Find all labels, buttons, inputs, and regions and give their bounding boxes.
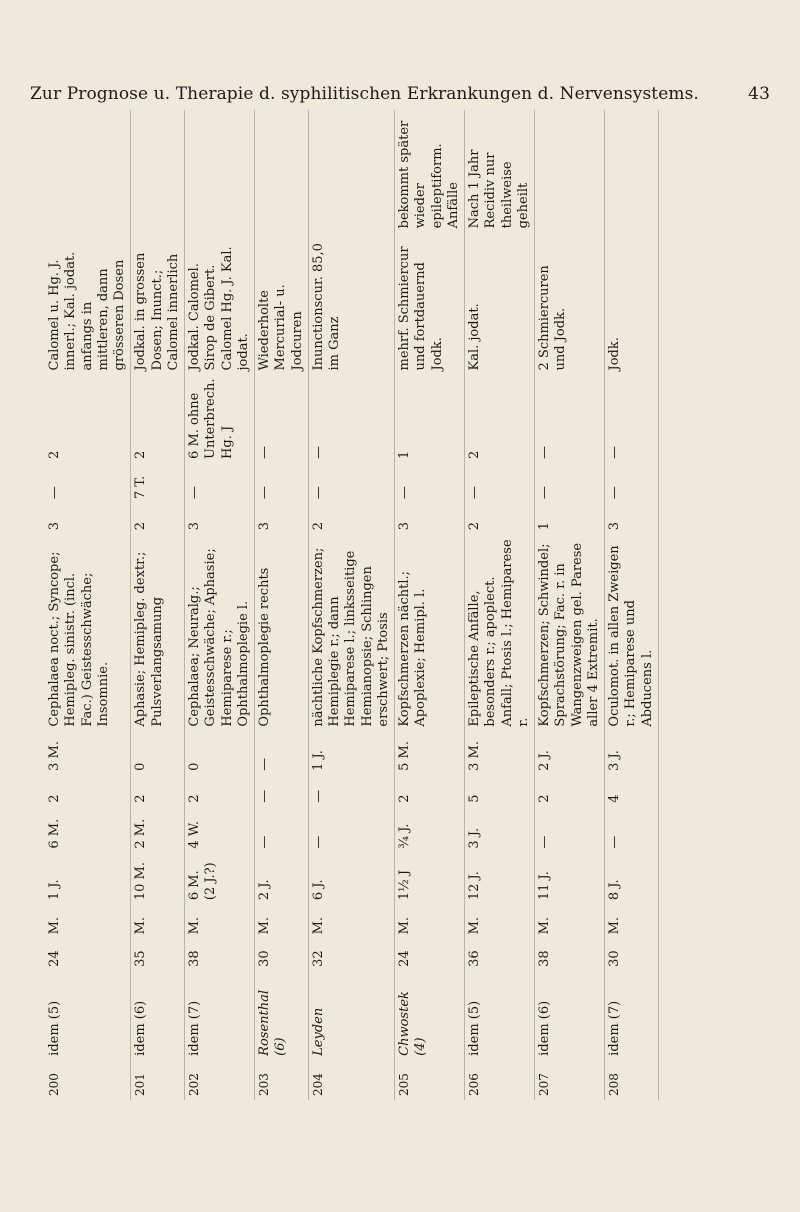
table-row [465, 110, 535, 1100]
interval-cell: 1 J. [308, 731, 394, 775]
therapy-cell: Jodkal. in grossen Dosen; Inunct.; Calomel innerlich [131, 232, 185, 374]
grade-cell: 2 [308, 503, 394, 534]
extra-cell: 7 T. [131, 463, 185, 503]
treatment-time-cell: — [535, 807, 605, 853]
age-cell: 36 [465, 938, 535, 970]
sex-cell: M. [605, 904, 659, 938]
interval-cell: 5 M. [395, 731, 465, 775]
treatment-time-cell: 4 W. [185, 807, 255, 853]
extra-cell: — [605, 463, 659, 503]
result-cell [535, 110, 605, 232]
case-number-cell: 206 [465, 1060, 535, 1100]
extra-cell: — [308, 463, 394, 503]
extra-cell: — [45, 463, 131, 503]
result-cell: bekommt später wieder epileptiform. Anfälle [395, 110, 465, 232]
result-cell [131, 110, 185, 232]
course-cell: — [255, 374, 309, 462]
table-row [45, 110, 131, 1100]
interval-cell: 2 J. [535, 731, 605, 775]
sex-cell: M. [535, 904, 605, 938]
therapy-cell: Wiederholte Mercurial- u. Jodcuren [255, 232, 309, 374]
age-cell: 32 [308, 938, 394, 970]
result-cell [255, 110, 309, 232]
interval-cell: 3 J. [605, 731, 659, 775]
case-table [45, 110, 659, 1100]
case-table-area [45, 110, 655, 1100]
symptoms-cell: Ophthalmoplegie rechts [255, 534, 309, 730]
page-number: 43 [748, 84, 770, 104]
grade-cell: 1 [535, 503, 605, 534]
result-cell [185, 110, 255, 232]
recurrence-cell: 4 [605, 775, 659, 807]
table-row [308, 110, 394, 1100]
symptoms-cell: Aphasie; Hemipleg. dextr.; Pulsverlangsamung [131, 534, 185, 730]
source-cell: idem (5) [45, 971, 131, 1060]
grade-cell: 2 [465, 503, 535, 534]
sex-cell: M. [131, 904, 185, 938]
duration-cell: 11 J. [535, 853, 605, 905]
therapy-cell: Kal. jodat. [465, 232, 535, 374]
treatment-time-cell: — [255, 807, 309, 853]
recurrence-cell: 2 [535, 775, 605, 807]
treatment-time-cell: — [308, 807, 394, 853]
extra-cell: — [185, 463, 255, 503]
sex-cell: M. [395, 904, 465, 938]
duration-cell: 6 J. [308, 853, 394, 905]
sex-cell: M. [45, 904, 131, 938]
source-cell: idem (7) [185, 971, 255, 1060]
case-table-body [45, 110, 658, 1100]
course-cell: — [605, 374, 659, 462]
symptoms-cell: Kopfschmerzen; Schwindel; Sprachstörung; Fac. r. in Wangenzweigen gel. Parese aller 4 Extremit. [535, 534, 605, 730]
interval-cell: 0 [185, 731, 255, 775]
table-row [535, 110, 605, 1100]
age-cell: 38 [535, 938, 605, 970]
therapy-cell: Jodk. [605, 232, 659, 374]
treatment-time-cell: ¾ J. [395, 807, 465, 853]
case-number-cell: 202 [185, 1060, 255, 1100]
case-number-cell: 208 [605, 1060, 659, 1100]
extra-cell: — [395, 463, 465, 503]
grade-cell: 3 [255, 503, 309, 534]
source-cell: Chwostek (4) [395, 971, 465, 1060]
result-cell [605, 110, 659, 232]
source-cell: idem (7) [605, 971, 659, 1060]
result-cell: Nach 1 Jahr Recidiv nur theilweise geheilt [465, 110, 535, 232]
grade-cell: 3 [45, 503, 131, 534]
course-cell: 2 [45, 374, 131, 462]
case-number-cell: 203 [255, 1060, 309, 1100]
duration-cell: 2 J. [255, 853, 309, 905]
therapy-cell: 2 Schmiercuren und Jodk. [535, 232, 605, 374]
table-row [131, 110, 185, 1100]
recurrence-cell: 2 [395, 775, 465, 807]
case-number-cell: 204 [308, 1060, 394, 1100]
course-cell: 2 [131, 374, 185, 462]
case-number-cell: 200 [45, 1060, 131, 1100]
extra-cell: — [255, 463, 309, 503]
sex-cell: M. [255, 904, 309, 938]
table-row [185, 110, 255, 1100]
recurrence-cell: — [308, 775, 394, 807]
course-cell: — [308, 374, 394, 462]
page-header [30, 84, 770, 110]
therapy-cell: Inunctionscur. 85,0 im Ganz [308, 232, 394, 374]
source-cell: idem (6) [535, 971, 605, 1060]
duration-cell: 1 J. [45, 853, 131, 905]
recurrence-cell: 2 [131, 775, 185, 807]
course-cell: — [535, 374, 605, 462]
recurrence-cell: 2 [185, 775, 255, 807]
grade-cell: 2 [131, 503, 185, 534]
table-row [395, 110, 465, 1100]
course-cell: 2 [465, 374, 535, 462]
extra-cell: — [535, 463, 605, 503]
interval-cell: 3 M. [465, 731, 535, 775]
case-number-cell: 207 [535, 1060, 605, 1100]
sex-cell: M. [308, 904, 394, 938]
case-number-cell: 205 [395, 1060, 465, 1100]
age-cell: 35 [131, 938, 185, 970]
sex-cell: M. [185, 904, 255, 938]
recurrence-cell: 2 [45, 775, 131, 807]
interval-cell: 3 M. [45, 731, 131, 775]
grade-cell: 3 [185, 503, 255, 534]
age-cell: 30 [605, 938, 659, 970]
age-cell: 24 [395, 938, 465, 970]
therapy-cell: mehrf. Schmiercur und fortdauernd Jodk. [395, 232, 465, 374]
therapy-cell: Jodkal. Calomel. Sirop de Gibert. Calomel Hg. J. Kal. jodat. [185, 232, 255, 374]
interval-cell: — [255, 731, 309, 775]
running-title: Zur Prognose u. Therapie d. syphilitischen Erkrankungen d. Nervensystems. [30, 84, 699, 104]
source-cell: Leyden [308, 971, 394, 1060]
duration-cell: 8 J. [605, 853, 659, 905]
table-row [605, 110, 659, 1100]
duration-cell: 6 M. (2 J.?) [185, 853, 255, 905]
treatment-time-cell: 2 M. [131, 807, 185, 853]
symptoms-cell: Oculomot. in allen Zweigen r.; Hemiparese und Abducens l. [605, 534, 659, 730]
interval-cell: 0 [131, 731, 185, 775]
rotated-table-container [45, 110, 655, 1100]
duration-cell: 12 J. [465, 853, 535, 905]
symptoms-cell: Cephalaea; Neuralg.; Geistesschwäche; Aphasie; Hemiparese r.; Ophthalmoplegie l. [185, 534, 255, 730]
recurrence-cell: 5 [465, 775, 535, 807]
treatment-time-cell: — [605, 807, 659, 853]
extra-cell: — [465, 463, 535, 503]
duration-cell: 1½ J [395, 853, 465, 905]
result-cell [45, 110, 131, 232]
treatment-time-cell: 6 M. [45, 807, 131, 853]
symptoms-cell: Cephalaea noct.; Syncope; Hemipleg. sinistr. (incl. Fac.) Geistesschwäche; Insomnie. [45, 534, 131, 730]
grade-cell: 3 [395, 503, 465, 534]
course-cell: 1 [395, 374, 465, 462]
age-cell: 24 [45, 938, 131, 970]
source-cell: idem (5) [465, 971, 535, 1060]
therapy-cell: Calomel u. Hg. J. innerl.; Kal. jodat. anfangs in mittleren, dann grösseren Dosen [45, 232, 131, 374]
age-cell: 38 [185, 938, 255, 970]
age-cell: 30 [255, 938, 309, 970]
source-cell: Rosenthal (6) [255, 971, 309, 1060]
symptoms-cell: Epileptische Anfälle, besonders r.; apoplect. Anfall; Ptosis l.; Hemiparese r. [465, 534, 535, 730]
sex-cell: M. [465, 904, 535, 938]
symptoms-cell: nächtliche Kopfschmerzen; Hemiplegie r.; dann Hemiparese l.; linksseitige Hemianopsie; Schlingen erschwert; Ptosis [308, 534, 394, 730]
treatment-time-cell: 3 J. [465, 807, 535, 853]
source-cell: idem (6) [131, 971, 185, 1060]
case-number-cell: 201 [131, 1060, 185, 1100]
symptoms-cell: Kopfschmerzen nächtl.; Apoplexie; Hemipl. l. [395, 534, 465, 730]
table-row [255, 110, 309, 1100]
duration-cell: 10 M. [131, 853, 185, 905]
grade-cell: 3 [605, 503, 659, 534]
course-cell: 6 M. ohne Unterbrech. Hg. J [185, 374, 255, 462]
recurrence-cell: — [255, 775, 309, 807]
result-cell [308, 110, 394, 232]
